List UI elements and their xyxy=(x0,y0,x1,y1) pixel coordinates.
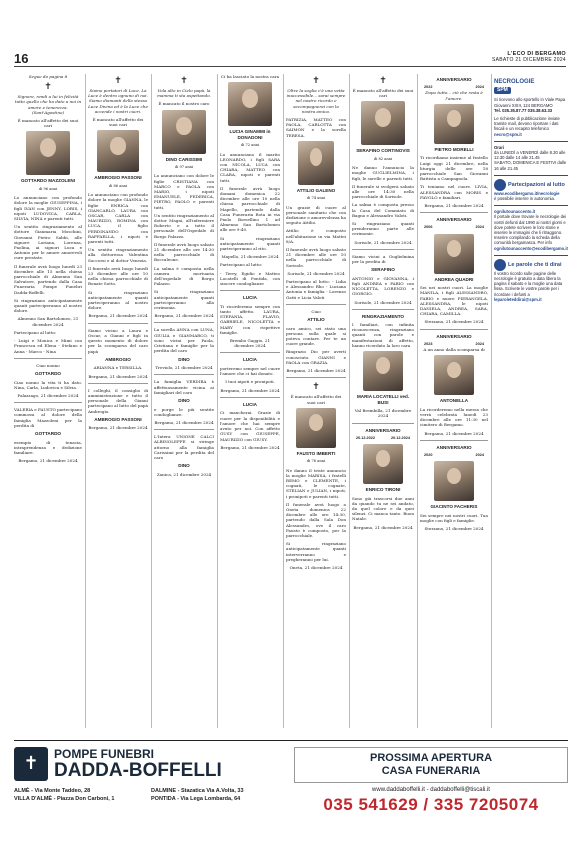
deceased-name: DINO xyxy=(178,463,190,469)
deceased-name: DINO CARISSIMI xyxy=(165,156,203,162)
text: Il funerale avrà luogo domani domenica 22 dicembre alle ore 10 nella chiesa parrocchiale di Mapello, partendo dalla Casa Funeraria Rota in via Paolo Borsellino 1 ad Almenno San Bartolomeo alle ore 9:40. xyxy=(220,185,280,233)
text: Il funerale avrà luogo lunedì 23 dicembre alle 15 nella chiesa parrocchiale di Almenno San Salvatore, partendo dalla Casa Funeraria Pompe Funebri Dadda-Boffelli. xyxy=(14,263,82,295)
date-to: 2024 xyxy=(475,225,484,230)
separator xyxy=(220,290,280,291)
date-to: 20.12.2024 xyxy=(390,435,410,440)
portal-box xyxy=(494,205,568,251)
date-to: 2024 xyxy=(475,341,484,346)
obituary-column-3 xyxy=(154,74,214,730)
text: caro amico, sei stato una persona sulla quale si poteva contare. Per te un cuore grande. xyxy=(286,325,346,347)
participation-title: Partecipazioni al lutto xyxy=(508,181,565,188)
participation-link[interactable]: www.ecodibergamo.it/necrologie xyxy=(494,190,560,196)
obituary-column-1 xyxy=(14,74,82,730)
intro: È mancato all'affetto dei suoi cari xyxy=(17,118,79,129)
text: Ciao xyxy=(311,308,321,314)
text: Lo annunciano il marito LEONARDO, i figli SARA con NICOLA, LUCA con CHIARA, MATTEO con CLARA, nipoti e parenti tutti. xyxy=(220,151,280,183)
deceased-age: di 74 anni xyxy=(306,196,326,201)
text: La salma è composta nella camera mortuaria dell'ospedale di Borgo Palazzo. xyxy=(154,265,214,287)
text: Il funerale avrà luogo lunedì 23 dicembre alle ore 10 nella chiesa parrocchiale di Bonate Sotto. xyxy=(88,265,148,287)
text: Si ringraziano quanti prenderanno parte alle cerimonie. xyxy=(352,221,414,237)
column-divider xyxy=(349,74,350,728)
necrologie-sidebar xyxy=(494,80,568,728)
cross-icon: ✝ xyxy=(180,76,188,86)
place-date: Palazzago, 21 dicembre 2024 xyxy=(17,392,79,398)
portal-text: Il portale dove trovare le necrologie dei vostri defunti dal 1990 ai nostri giorni e dove potete scrivere le loro storie e inserire le immagini che li ritraggono. Inserire compilando la scheda della comunità bergamasca. Per info xyxy=(494,214,567,246)
publication-info xyxy=(492,51,566,63)
portrait-photo xyxy=(228,82,272,126)
hours-box xyxy=(494,141,568,171)
text: Siamo vicino a Laura e Oscar, a Gianni e figli in questo momento di dolore per la scomparsa del caro papà xyxy=(88,327,148,354)
intro: Ci ha lasciato la nostra cara xyxy=(220,74,280,79)
place-date: Bergamo, 21 dicembre 2024 xyxy=(88,425,148,431)
place-date: Brembo Gaggio, 21 dicembre 2024 xyxy=(229,338,271,349)
sidebar-phones: Tel. 035.35.87.77 035.38.63.33 xyxy=(494,107,553,113)
deceased-name: ANTONELLA xyxy=(439,398,469,404)
ad-right xyxy=(294,747,568,825)
place-date: Bergamo, 21 dicembre 2024 xyxy=(18,458,78,464)
deceased-name: LUCIA xyxy=(242,357,258,363)
text: Il funerale avrà luogo sabato 21 dicembre alle ore 10 nella parrocchiale di Sorisole. xyxy=(286,247,346,268)
sidebar-text: Le richieste di pubblicazione inviate tramite mail, devono riportare i dati fiscali e un recapito telefonico xyxy=(494,116,560,132)
place-date: Bergamo, 21 dicembre 2024 xyxy=(88,373,148,379)
text: Si ringraziano anticipatamente quanti parteciperanno al rito. xyxy=(220,235,280,252)
banner-line: PROSSIMA APERTURA xyxy=(369,752,493,764)
separator xyxy=(352,249,414,250)
text: Lo annunciano con dolore le figlie CRISTIANA con MARCO e PAOLA con MARIO, i nipoti EMANUELE, FEDERICA, PIETRO, PAOLO e parenti tutti. xyxy=(154,173,214,210)
hours-text: SABATO, DOMENICA E FESTIVI dalle 16 alle 21.45 xyxy=(494,160,567,171)
hours-text: da LUNEDÌ a VENERDÌ dalle 8.30 alle 12.30 dalle 14 alle 21.45 xyxy=(494,150,566,161)
portrait-photo xyxy=(363,351,403,391)
portrait-photo xyxy=(296,408,336,448)
deceased-name: GOTTARDO MAZZOLENI xyxy=(20,178,75,184)
separator xyxy=(220,397,280,398)
text: Siamo vicini a Guglielmina per la perdita di xyxy=(352,253,414,265)
anniversary-heading: ANNIVERSARIO xyxy=(436,333,472,339)
spm-logo: SPM xyxy=(494,87,511,94)
text: esempio di tenacia, intraprendenza e dedizione familiare. xyxy=(14,439,82,455)
separator xyxy=(154,322,214,323)
deceased-name: LUCIA GINAMMI in DONADONI xyxy=(229,129,271,140)
participation-box xyxy=(494,175,568,201)
words-title: Le parole che ti dirai xyxy=(508,261,562,268)
deceased-age: di 86 anni xyxy=(108,184,128,189)
text: ANTONIO e GIOVANNA, i figli ANDREA e FABIO con NICOLETTA, LORENZO e GIORGIO. xyxy=(352,275,414,297)
separator xyxy=(154,429,214,430)
words-email-link[interactable]: leparoleteddirai@spm.it xyxy=(494,296,542,302)
separator xyxy=(420,212,488,213)
text: ARIANNA e TERSILLA. xyxy=(93,365,143,371)
place-date: Stezzano, 21 dicembre 2024 xyxy=(424,526,484,532)
text: Ti teniamo nel cuore. LIVIA, ALESSANDRA con MORIS e FAVOLO e familiari. xyxy=(420,184,488,200)
column-divider xyxy=(85,74,86,728)
address: ALMÈ - Via Monte Taddeo, 28 xyxy=(14,788,91,794)
separator xyxy=(352,309,414,310)
portrait-photo xyxy=(26,131,70,175)
place-date: Bergamo, 21 dicembre 2024 xyxy=(424,203,484,209)
text: VALERIA e FAUSTO partecipano commossi al dolore della famiglia Mazzoleni per la perdita di xyxy=(14,407,82,428)
column-divider xyxy=(417,74,418,728)
column-divider xyxy=(217,74,218,728)
text: L'Intera UNIONE CALCI ALBINOLEFFE si stringe attorno alla famiglia Carissimi per la perdita del caro xyxy=(154,434,214,460)
portrait-photo xyxy=(298,141,334,185)
text: - Luigi e Monica e Mimi con Francesca ed Elena - Stefano e Anna - Marco - Nina xyxy=(14,338,82,354)
portrait-photo xyxy=(434,355,474,395)
deceased-age: di 76 anni xyxy=(306,459,326,464)
text: Il funerale si svolgerà sabato alle ore 14:30 nella parrocchiale di Sorisole. xyxy=(352,183,414,200)
text: Un grazie di cuore al personale sanitario che con dedizione e amorevolezza ha seguito Attilio. xyxy=(286,204,346,226)
text: Partecipano al lutto: - Lidia e Alessandro Rho - Luciana Antonia e famiglia - Lorenzo Gatti e Licia Valoti xyxy=(286,279,346,300)
text: Ci mancherai. Grazie di cuore per la disponibilità e l'amore che hai sempre avuto per noi. Con affetto GUSY con GIUSEPPE, MAURIZIO con GIUSY. xyxy=(220,410,280,442)
text: Attilio è composto nell'abitazione in via Mattei 8/A. xyxy=(286,228,346,244)
deceased-name: FAUSTO IMBERTI xyxy=(296,450,336,456)
obituary-column-4 xyxy=(220,74,280,730)
anniversary-heading: ANNIVERSARIO xyxy=(365,427,401,433)
anniversary-heading: ANNIVERSARIO xyxy=(436,217,472,223)
text: Un sentito ringraziamento al dottor Magni, all'infermiere Roberto e a tutto il personale dell'Ospedale di Borgo Palazzo. xyxy=(154,212,214,239)
deceased-name: GOTTARDO xyxy=(35,430,61,436)
place-date: Treviolo, 21 dicembre 2024 xyxy=(155,365,213,371)
brand-logo xyxy=(14,747,282,781)
place-date: Mapello, 21 dicembre 2024 xyxy=(221,254,279,260)
separator xyxy=(14,358,82,359)
text: Un sentito ringraziamento alla dottoressa Valentina Soccorsi e al dottor Venezia. xyxy=(88,247,148,263)
verse: Siamo portatori di Luce. La Luce è dentro ognuno di noi. Siamo diamanti della stessa Luce Divina ed è la Luce che accende i nostri cuori. xyxy=(88,88,148,114)
column-divider xyxy=(151,74,152,728)
text: Ti ricorderemo sempre con tanto affetto. LAURA, STEFANIA, FLAVIO, GABRIELE, NICOLETTA e MARY con rispettive famiglie. xyxy=(220,303,280,335)
cross-icon: ✝ xyxy=(114,76,122,86)
obituary-column-2 xyxy=(88,74,148,730)
text: Un sentito ringraziamento al dottore Gianmaria Moschini, Giovanni Pietro Sabbi, alle signore Loriana, Lorenza, Paolina, ai signori Luca e Antonio per le amore amorevoli cure prestate. xyxy=(14,224,82,261)
intro: È mancato all'affetto dei suoi cari xyxy=(92,117,144,128)
deceased-name: PIETRO MORELLI xyxy=(434,146,474,152)
cross-icon: ✝ xyxy=(312,382,320,393)
date-from: 2022 xyxy=(424,85,433,90)
publication-name: L'ECO DI BERGAMO xyxy=(507,51,566,57)
place-date: Bergamo, 21 dicembre 2024 xyxy=(353,524,413,530)
place-date: Sorisole, 21 dicembre 2024 xyxy=(287,270,345,276)
separator xyxy=(14,402,82,403)
address: DALMINE - Stazatica Via A.Volta, 33 xyxy=(151,788,244,794)
sidebar-email-link[interactable]: necro@spm.it xyxy=(494,131,522,137)
cross-logo-icon: ✝ xyxy=(14,747,48,781)
text: Si ringraziano anticipatamente quanti parteciperanno al nostro dolore. xyxy=(14,297,82,314)
cross-icon: ✝ xyxy=(312,76,320,86)
text: Lo annunciano con profondo dolore la moglie GIANNA, le figlie ENRICA con GIANCARLO, LAURA con OSCAR, CARLA con MAURIZIO, ROMINA con LUCA, il figlio FERDINANDO con RAFFAELLA, i nipoti e parenti tutti. xyxy=(88,192,148,245)
text: Lo annunciano con profondo dolore la moglie GIUSEPPINA, i figli IVAN con JENNY, LORIS, i nipoti LUDOVICA, CARLA, SILVIA, NINA e parenti tutti. xyxy=(14,195,82,222)
portrait-photo xyxy=(162,110,206,154)
text: I colleghi, il consiglio di amministrazione e tutto il personale della Gianni partecipano al lutto del papà Ambrogio. xyxy=(88,387,148,414)
place-date: Bergamo, 21 dicembre 2024 xyxy=(154,419,214,425)
header-rule xyxy=(14,66,566,67)
text: - Terry, Egidio e Matteo Locatelli di Pontida, con sincere condoglianze xyxy=(220,270,280,287)
deceased-name: ANDREA QUADRI xyxy=(434,276,474,282)
deceased-name: LUCIA xyxy=(242,295,258,301)
anniversary-dates xyxy=(420,453,488,458)
hours-title: Orari xyxy=(494,144,505,150)
separator xyxy=(286,304,346,305)
separator xyxy=(420,440,488,441)
place-date: Val Brembilla, 21 dicembre 2024 xyxy=(354,408,412,419)
text: Si ringraziano anticipatamente quanti parteciperanno alla cerimonia. xyxy=(154,289,214,311)
text: La salma è composta presso la Casa del Commiato di Bagno e Alessandro Valoti. xyxy=(352,202,414,218)
sidebar-title: NECROLOGIE xyxy=(494,79,535,85)
date-to: 2024 xyxy=(475,85,484,90)
website-email[interactable]: www.daddaboffelli.it - daddaboffelli@tiscali.it xyxy=(372,787,490,793)
place-date: Almenno San Bartolomeo, 21 dicembre 2024 xyxy=(17,316,79,327)
deceased-name: DINO xyxy=(178,356,190,362)
text: La ricorderemo nella messa che verrà celebrata lunedì 23 dicembre alle ore 11:30 nel cimitero di Bergamo. xyxy=(420,406,488,428)
verse: Dopo tutto... ciò che resta è l'amore. xyxy=(425,90,483,101)
date-from: 2020 xyxy=(424,453,433,458)
verse: Oltre la soglia c'è una vetta inaccessibile... sarai sempre nel nostro ricordo e accompagnerai con la nostra amica. xyxy=(286,88,346,114)
separator xyxy=(88,323,148,324)
deceased-age: di 97 anni xyxy=(174,165,194,170)
text: Ne danno l'annuncio la moglie GUGLIELMINA, i figli, le sorelle e parenti tutti. xyxy=(352,165,414,181)
text: Ciao nonno xyxy=(36,362,60,368)
obituary-column-5 xyxy=(286,74,346,730)
cross-icon: ✝ xyxy=(44,82,52,93)
deceased-age: di 82 anni xyxy=(373,157,393,161)
place-date: Zanica, 21 dicembre 2024 xyxy=(156,471,212,477)
text: La sorella ANNA con LUNA, GIULIA e GIANMARCO, ti sono vicini per Paola, Cristiana e famiglie per la perdita del caro xyxy=(154,327,214,354)
text: Partecipano al lutto: xyxy=(14,329,57,335)
text: porteremo sempre nel cuore l'amore che ci hai donato. xyxy=(220,366,280,377)
text: Sono già trascorsi due anni da quando tu ne sei andato, da quel colore e da quei silenzi. Ci manca tanto. Buon Natale. xyxy=(352,495,414,522)
separator xyxy=(420,329,488,330)
text: I tuoi nipoti e pronipoti. xyxy=(225,379,275,385)
deceased-name: AMBROGIO PASSONI xyxy=(94,175,142,181)
funeral-home-advertisement xyxy=(14,740,568,828)
banner-line: CASA FUNERARIA xyxy=(381,765,481,777)
address: VILLA D'ALMÈ - Piazza Don Carboni, 1 xyxy=(14,796,115,802)
deceased-name: ATTILIO xyxy=(307,317,325,323)
text: La famiglia VERDIRA è affettuosamente vicina ai famigliari del caro xyxy=(154,379,214,395)
cross-icon: ✝ xyxy=(379,76,387,86)
deceased-name: LUCIA xyxy=(242,401,258,407)
date-from: 2023 xyxy=(424,341,433,346)
text: Il funerale avrà luogo sabato 21 dicembre alle ore 14:30 nella parrocchiale di Boccaleone. xyxy=(154,241,214,263)
deceased-age: di 72 anni xyxy=(240,143,260,148)
text: Sei sempre nei nostri cuori. Tua moglie con figli e famiglie. xyxy=(420,512,488,524)
deceased-name: ENRICO TIRONI xyxy=(365,487,401,493)
portrait-photo xyxy=(361,101,405,145)
text: PATRIZIA, MATTEO con PAOLA, CARLOTTA con SAIMON e la sorella TERESA. xyxy=(286,117,346,138)
opening-banner xyxy=(294,747,568,783)
text: Si ringraziano anticipatamente quanti interverranno e pregheranno per lui. xyxy=(286,541,346,562)
portrait-photo xyxy=(97,130,139,172)
page-header xyxy=(0,0,580,72)
intro: È mancato il nostro caro xyxy=(158,101,210,107)
separator xyxy=(220,352,280,353)
place-date: Bergamo, 21 dicembre 2024 xyxy=(220,444,280,450)
intro: È mancato all'affetto dei suoi cari xyxy=(290,394,342,405)
place-date: Bergamo, 21 dicembre 2024 xyxy=(220,387,280,393)
address: PONTIDA - Via Lega Lombarda, 64 xyxy=(151,796,241,802)
deceased-name: DINO xyxy=(178,397,190,403)
obituary-column-6 xyxy=(352,74,414,730)
verse: Vola alto in Cielo papà, la mamma ti sta aspettando. xyxy=(157,88,211,99)
separator xyxy=(286,377,346,378)
text: Si ringraziano anticipatamente quanti parteciperanno al nostro dolore. xyxy=(88,289,148,311)
deceased-name: MARIA LOCATELLI ved. BUSI xyxy=(356,394,410,405)
thanks-heading: RINGRAZIAMENTO xyxy=(361,313,405,319)
anniversary-heading: ANNIVERSARIO xyxy=(436,77,472,82)
portrait-photo xyxy=(434,234,474,274)
sidebar-text: Si ricevono allo sportello in Viale Papa Giovanni XXIII, 124 BERGAMO xyxy=(494,97,566,108)
place-date: Stezzano, 21 dicembre 2024 xyxy=(424,319,484,325)
portal-link[interactable]: ognilutounaccento.it xyxy=(494,209,536,215)
brand-name: DADDA-BOFFELLI xyxy=(54,759,222,781)
speech-bubble-icon xyxy=(494,259,506,271)
text: Ne danno il triste annuncio la moglie MARISA, i fratelli REMO e CLEMENTE, i cognati, le cognate, STELIAN e JULIAN, i nipoti, i pronipoti e parenti tutti. xyxy=(286,467,346,499)
anniversary-dates xyxy=(352,436,414,441)
place-date: Sorisole, 21 dicembre 2024 xyxy=(354,299,412,305)
date-from: 2006 xyxy=(424,225,433,230)
deceased-name: SERAFINO xyxy=(371,267,395,273)
portrait-photo xyxy=(434,104,474,144)
place-date: Bergamo, 21 dicembre 2024 xyxy=(286,368,346,374)
place-date: Oneta, 21 dicembre 2024 xyxy=(289,564,343,570)
separator xyxy=(88,383,148,384)
deceased-name: ATTILIO GALENO xyxy=(296,187,336,193)
participation-icon xyxy=(494,179,506,191)
deceased-name: AMBROGIO xyxy=(105,356,131,362)
deceased-name: AMBROGIO PASSONI xyxy=(94,416,142,422)
portrait-photo xyxy=(363,444,403,484)
page-number: 16 xyxy=(14,51,29,66)
intro: È mancato all'affetto dei suoi cari xyxy=(352,88,414,99)
continued-label: Segue da pagina 8 xyxy=(28,74,68,79)
place-date: Bergamo, 21 dicembre 2024 xyxy=(424,430,484,436)
ad-left xyxy=(14,747,282,825)
place-date: Bergamo, 21 dicembre 2024 xyxy=(154,313,214,319)
phone-numbers[interactable]: 035 541629 / 335 7205074 xyxy=(323,795,539,814)
separator xyxy=(352,423,414,424)
deceased-name: GIACINTO FACHERIS xyxy=(430,504,478,510)
deceased-age: di 96 anni xyxy=(38,187,58,192)
place-date: Bergamo, 21 dicembre 2024 xyxy=(88,313,148,319)
text: Il funerale avrà luogo a Oneta domenica 22 dicembre alle ore 14:30, partendo dalla Sala Don Alessandro, ove il caro Fausto è composto, per la parrocchiale. xyxy=(286,501,346,538)
text: e porge le più sentite condoglianze. xyxy=(154,406,214,417)
place-date: Sorisole, 21 dicembre 2024 xyxy=(354,239,412,245)
separator xyxy=(154,374,214,375)
deceased-name: SERAFINO CORTINOVIS xyxy=(356,148,410,154)
words-text: Il vostro ricordo sulle pagine delle necrologie è gratuito a data libera la pagina il sabato e la moglie una data fissa. Scrivete le vostre parole per i ricordare i defunti a xyxy=(494,270,563,297)
brand-top: POMPE FUNEBRI xyxy=(54,746,155,761)
text: I familiari, con infinita riconoscenza, ringraziano quanti con parole e manifestazioni di affetto, hanno ricordato la loro cara xyxy=(352,322,414,348)
deceased-name: GOTTARDO xyxy=(35,370,61,376)
portrait-photo xyxy=(434,461,474,501)
anniversary-dates xyxy=(420,225,488,230)
portal-email-link[interactable]: ognilutounaccento@ecodibergamo.it xyxy=(494,245,568,251)
text: Ringrazio Dio per averti conosciuto. GIANNI e PAOLA con GRAZIA. xyxy=(286,349,346,365)
column-divider xyxy=(283,74,284,728)
address-list xyxy=(14,787,282,803)
text: Ciao nonno la vita ti ha dato. Nina, Carla, Ludovica e Silvia. xyxy=(14,379,82,390)
date-to: 2024 xyxy=(475,453,484,458)
text: Partecipano al lutto: xyxy=(220,262,263,268)
text: A un anno dalla scomparsa di xyxy=(423,347,485,353)
obituary-column-7 xyxy=(420,74,488,730)
brand-text xyxy=(54,748,222,781)
publication-date: SABATO 21 DICEMBRE 2024 xyxy=(492,57,566,63)
participation-text: è possibile inserire in autonomia. xyxy=(494,196,555,202)
words-box xyxy=(494,255,568,302)
verse: Signore, rendi a lui in felicità tutto quello che ha dato a noi in amore e tenerezza. (Sant'Agostino) xyxy=(14,94,82,115)
text: Sei nei nostri cuori. La moglie MANILA, i figli ALESSANDRO, FABIO e nuore PIERANGELA, ALESSANDRA, le nipoti DANIELA, ANDREA, SARA, CHIARA, CAMILLA. xyxy=(420,285,488,317)
text: Ti ricordiamo insieme al fratello Luigi oggi 21 dicembre, nella liturgia delle ore 18 parrocchiale San Giovanni Battista a Campagnola. xyxy=(420,155,488,182)
date-from: 20.12.2022 xyxy=(356,435,376,440)
column-divider xyxy=(491,74,492,728)
anniversary-heading: ANNIVERSARIO xyxy=(436,444,472,450)
